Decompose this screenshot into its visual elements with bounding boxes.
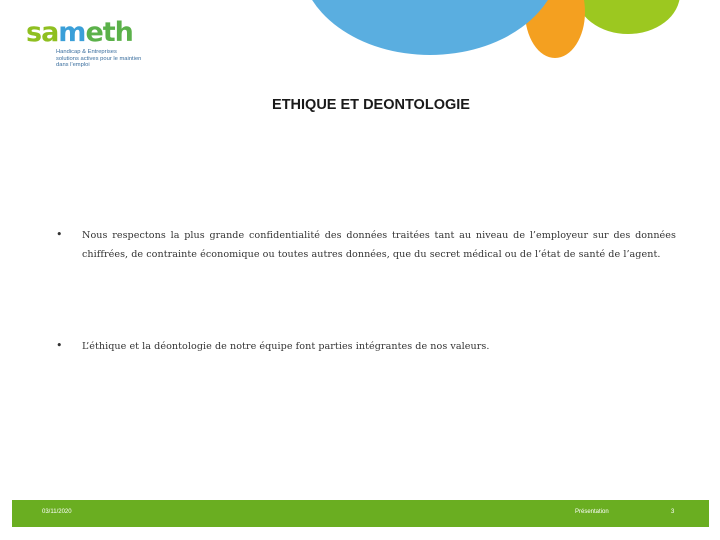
blue-shape — [300, 0, 560, 55]
logo-word-part3: eth — [85, 17, 133, 48]
footer-page-number: 3 — [671, 509, 675, 515]
logo-tagline — [56, 49, 176, 69]
logo-word-part2: m — [58, 17, 86, 48]
bullet-text-ethics: L’éthique et la déontologie de notre équipe font parties intégrantes de nos valeurs. — [82, 341, 490, 352]
logo-tagline-line3: dans l'emploi — [56, 62, 90, 68]
logo-tagline-line2: solutions actives pour le maintien — [56, 55, 142, 62]
slide-title: ETHIQUE ET DEONTOLOGIE — [272, 97, 470, 113]
bullet-marker: • — [56, 339, 63, 352]
bullet-text-confidentiality: Nous respectons la plus grande confidentialité des données traitées tant au niveau de l’employeur sur des données chiffrées, de contrainte économique ou toutes autres données, que du secret médical ou de l’état de santé de l’agent. — [82, 230, 676, 260]
logo-tagline-line1: Handicap & Entreprises — [56, 49, 117, 55]
footer-presentation-label: Présentation — [575, 509, 609, 515]
footer-date: 03/11/2020 — [42, 509, 72, 515]
logo-wordmark — [26, 18, 133, 48]
bullet-marker: • — [56, 228, 63, 241]
logo-word-part1: sa — [26, 17, 59, 48]
green-shape — [576, 0, 680, 34]
sameth-logo — [26, 17, 166, 70]
footer-bar — [12, 500, 709, 527]
